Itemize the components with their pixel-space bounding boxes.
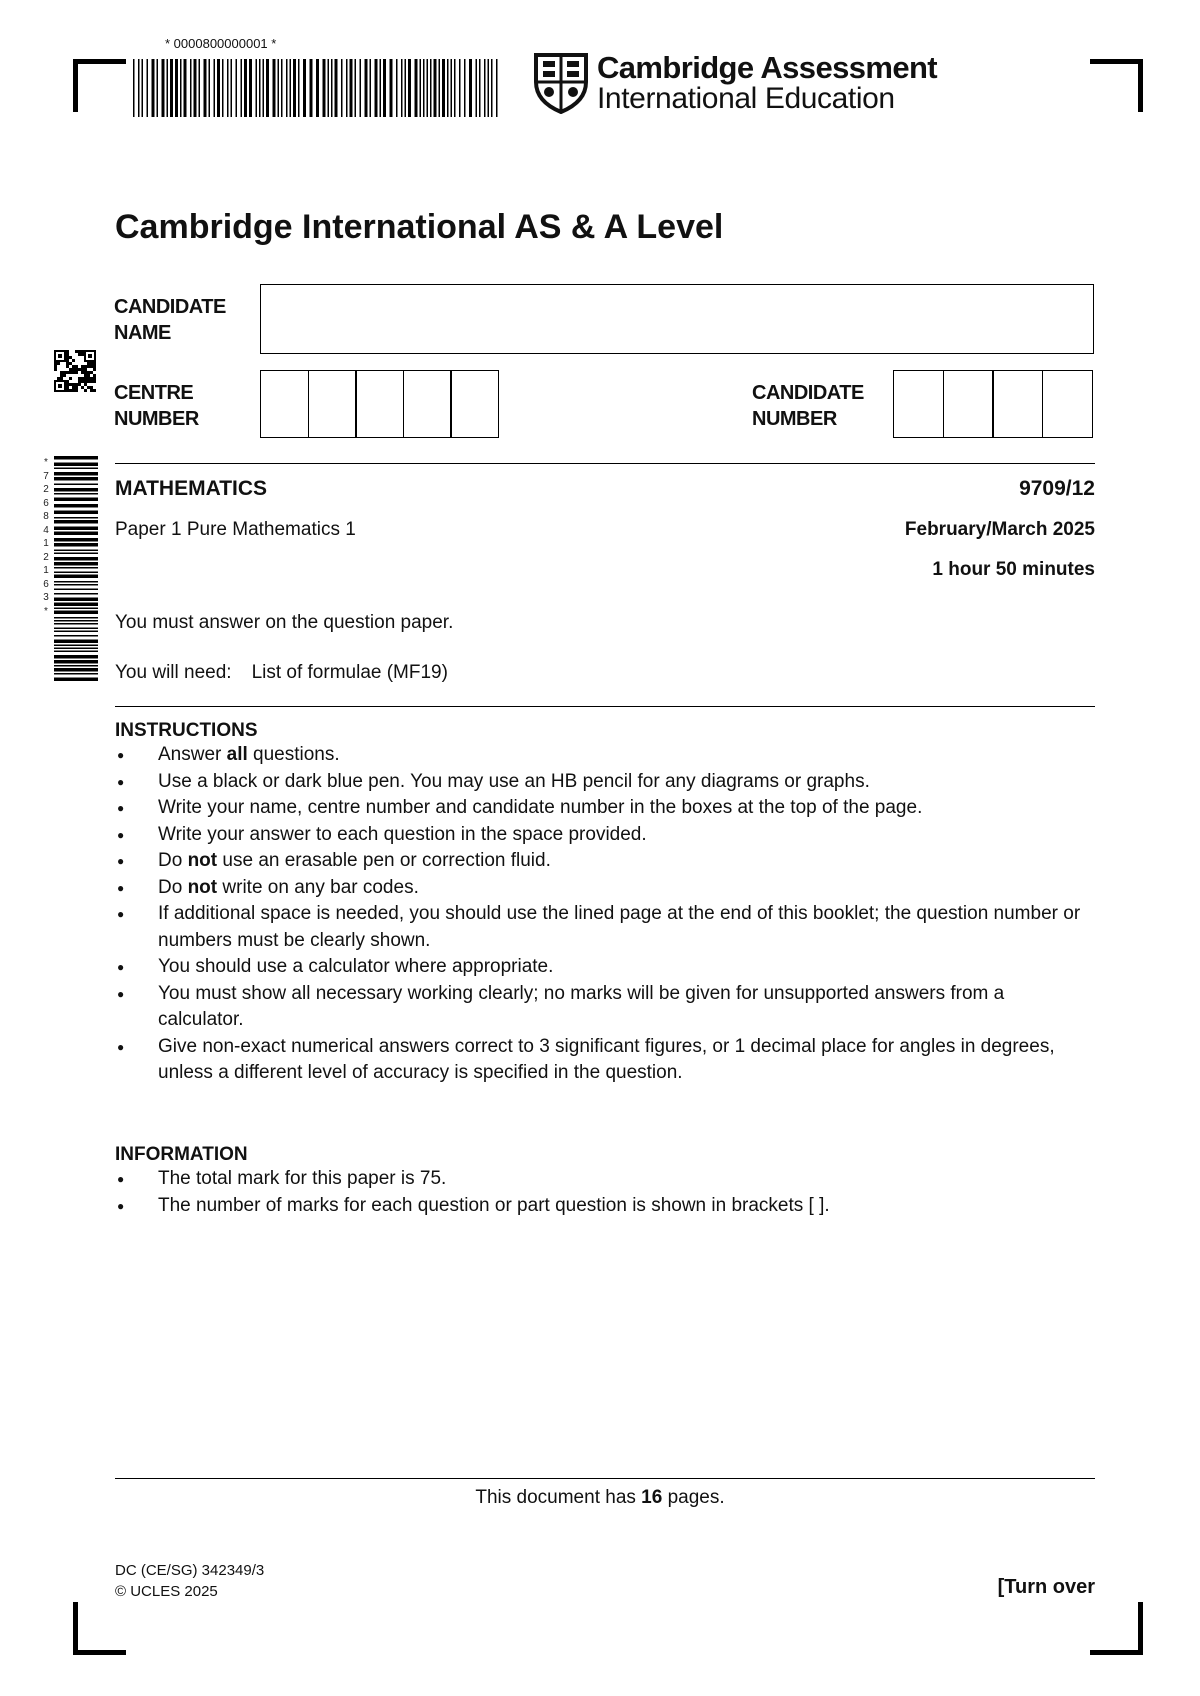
requirements-line — [115, 662, 448, 684]
centre-number-digit-box[interactable] — [308, 370, 357, 438]
page-count-note: This document has 16 pages. — [475, 1487, 725, 1508]
exam-session: February/March 2025 — [904, 519, 1095, 540]
instruction-item: ● Write your answer to each question in the space provided. — [115, 822, 1095, 849]
corner-mark-bottom-left — [73, 1602, 126, 1655]
instruction-item: ● Write your name, centre number and candidate number in the boxes at the top of the page. — [115, 795, 1095, 822]
qualification-title: Cambridge International AS & A Level — [115, 208, 724, 246]
centre-number-digit-box[interactable] — [355, 370, 404, 438]
exam-duration: 1 hour 50 minutes — [932, 559, 1095, 580]
corner-mark-top-left — [73, 59, 126, 112]
centre-number-boxes — [260, 370, 499, 438]
candidate-number-digit-box[interactable] — [1042, 370, 1093, 438]
instruction-item: ● You should use a calculator where appropriate. — [115, 954, 1095, 981]
cambridge-logo — [533, 52, 937, 114]
information-item: ● The total mark for this paper is 75. — [115, 1166, 1095, 1193]
instruction-item: ● Do not write on any bar codes. — [115, 875, 1095, 902]
information-section — [115, 1144, 1095, 1219]
instructions-list — [115, 742, 1095, 1087]
candidate-name-field[interactable] — [260, 284, 1094, 354]
answer-instruction: You must answer on the question paper. — [115, 612, 454, 633]
top-barcode-icon — [133, 59, 500, 117]
instruction-item: ● Answer all questions. — [115, 742, 1095, 769]
paper-title: Paper 1 Pure Mathematics 1 — [115, 519, 356, 540]
instruction-item: ● Give non-exact numerical answers correct to 3 significant figures, or 1 decimal place for angles in degrees, unless a different level of accuracy is specified in the question. — [115, 1034, 1095, 1087]
candidate-number-digit-box[interactable] — [992, 370, 1043, 438]
instruction-item: ● You must show all necessary working clearly; no marks will be given for unsupported answers from a calculator. — [115, 981, 1095, 1034]
candidate-number-boxes — [893, 370, 1093, 438]
requirements-item: List of formulae (MF19) — [251, 662, 448, 683]
divider — [115, 463, 1095, 464]
candidate-number-digit-box[interactable] — [893, 370, 944, 438]
turn-over-label: [Turn over — [997, 1576, 1095, 1598]
centre-number-digit-box[interactable] — [450, 370, 499, 438]
logo-line-1: Cambridge Assessment — [597, 50, 938, 85]
side-barcode-digits: * 7 2 6 8 4 1 2 1 6 3 * — [43, 457, 49, 617]
divider — [115, 706, 1095, 707]
centre-number-digit-box[interactable] — [260, 370, 309, 438]
logo-line-2: International Education — [597, 82, 895, 115]
candidate-number-label: CANDIDATE NUMBER — [752, 382, 864, 430]
footer-reference — [115, 1560, 264, 1602]
instructions-title: INSTRUCTIONS — [115, 720, 258, 741]
side-barcode-icon — [54, 456, 98, 686]
centre-number-label: CENTRE NUMBER — [114, 382, 199, 430]
divider — [115, 1478, 1095, 1479]
syllabus-code: 9709/12 — [1019, 477, 1095, 500]
crest-icon — [533, 52, 589, 114]
centre-number-digit-box[interactable] — [403, 370, 452, 438]
information-item: ● The number of marks for each question or part question is shown in brackets [ ]. — [115, 1193, 1095, 1220]
candidate-number-digit-box[interactable] — [943, 370, 994, 438]
instruction-item: ● Use a black or dark blue pen. You may use an HB pencil for any diagrams or graphs. — [115, 769, 1095, 796]
instruction-item: ● If additional space is needed, you should use the lined page at the end of this booklet; the question number or numbers must be clearly shown. — [115, 901, 1095, 954]
qr-code-icon — [54, 350, 96, 392]
candidate-name-label: CANDIDATE NAME — [114, 296, 226, 344]
copyright-notice: © UCLES 2025 — [115, 1583, 218, 1600]
corner-mark-top-right — [1090, 59, 1143, 112]
subject-title: MATHEMATICS — [115, 477, 268, 500]
document-reference: DC (CE/SG) 342349/3 — [115, 1562, 265, 1579]
corner-mark-bottom-right — [1090, 1602, 1143, 1655]
information-title: INFORMATION — [115, 1144, 248, 1165]
requirements-label: You will need: — [115, 662, 232, 683]
instruction-item: ● Do not use an erasable pen or correction fluid. — [115, 848, 1095, 875]
barcode-caption: * 0000800000001 * — [165, 36, 277, 51]
information-list — [115, 1166, 1095, 1219]
instructions-section — [115, 720, 1095, 1087]
